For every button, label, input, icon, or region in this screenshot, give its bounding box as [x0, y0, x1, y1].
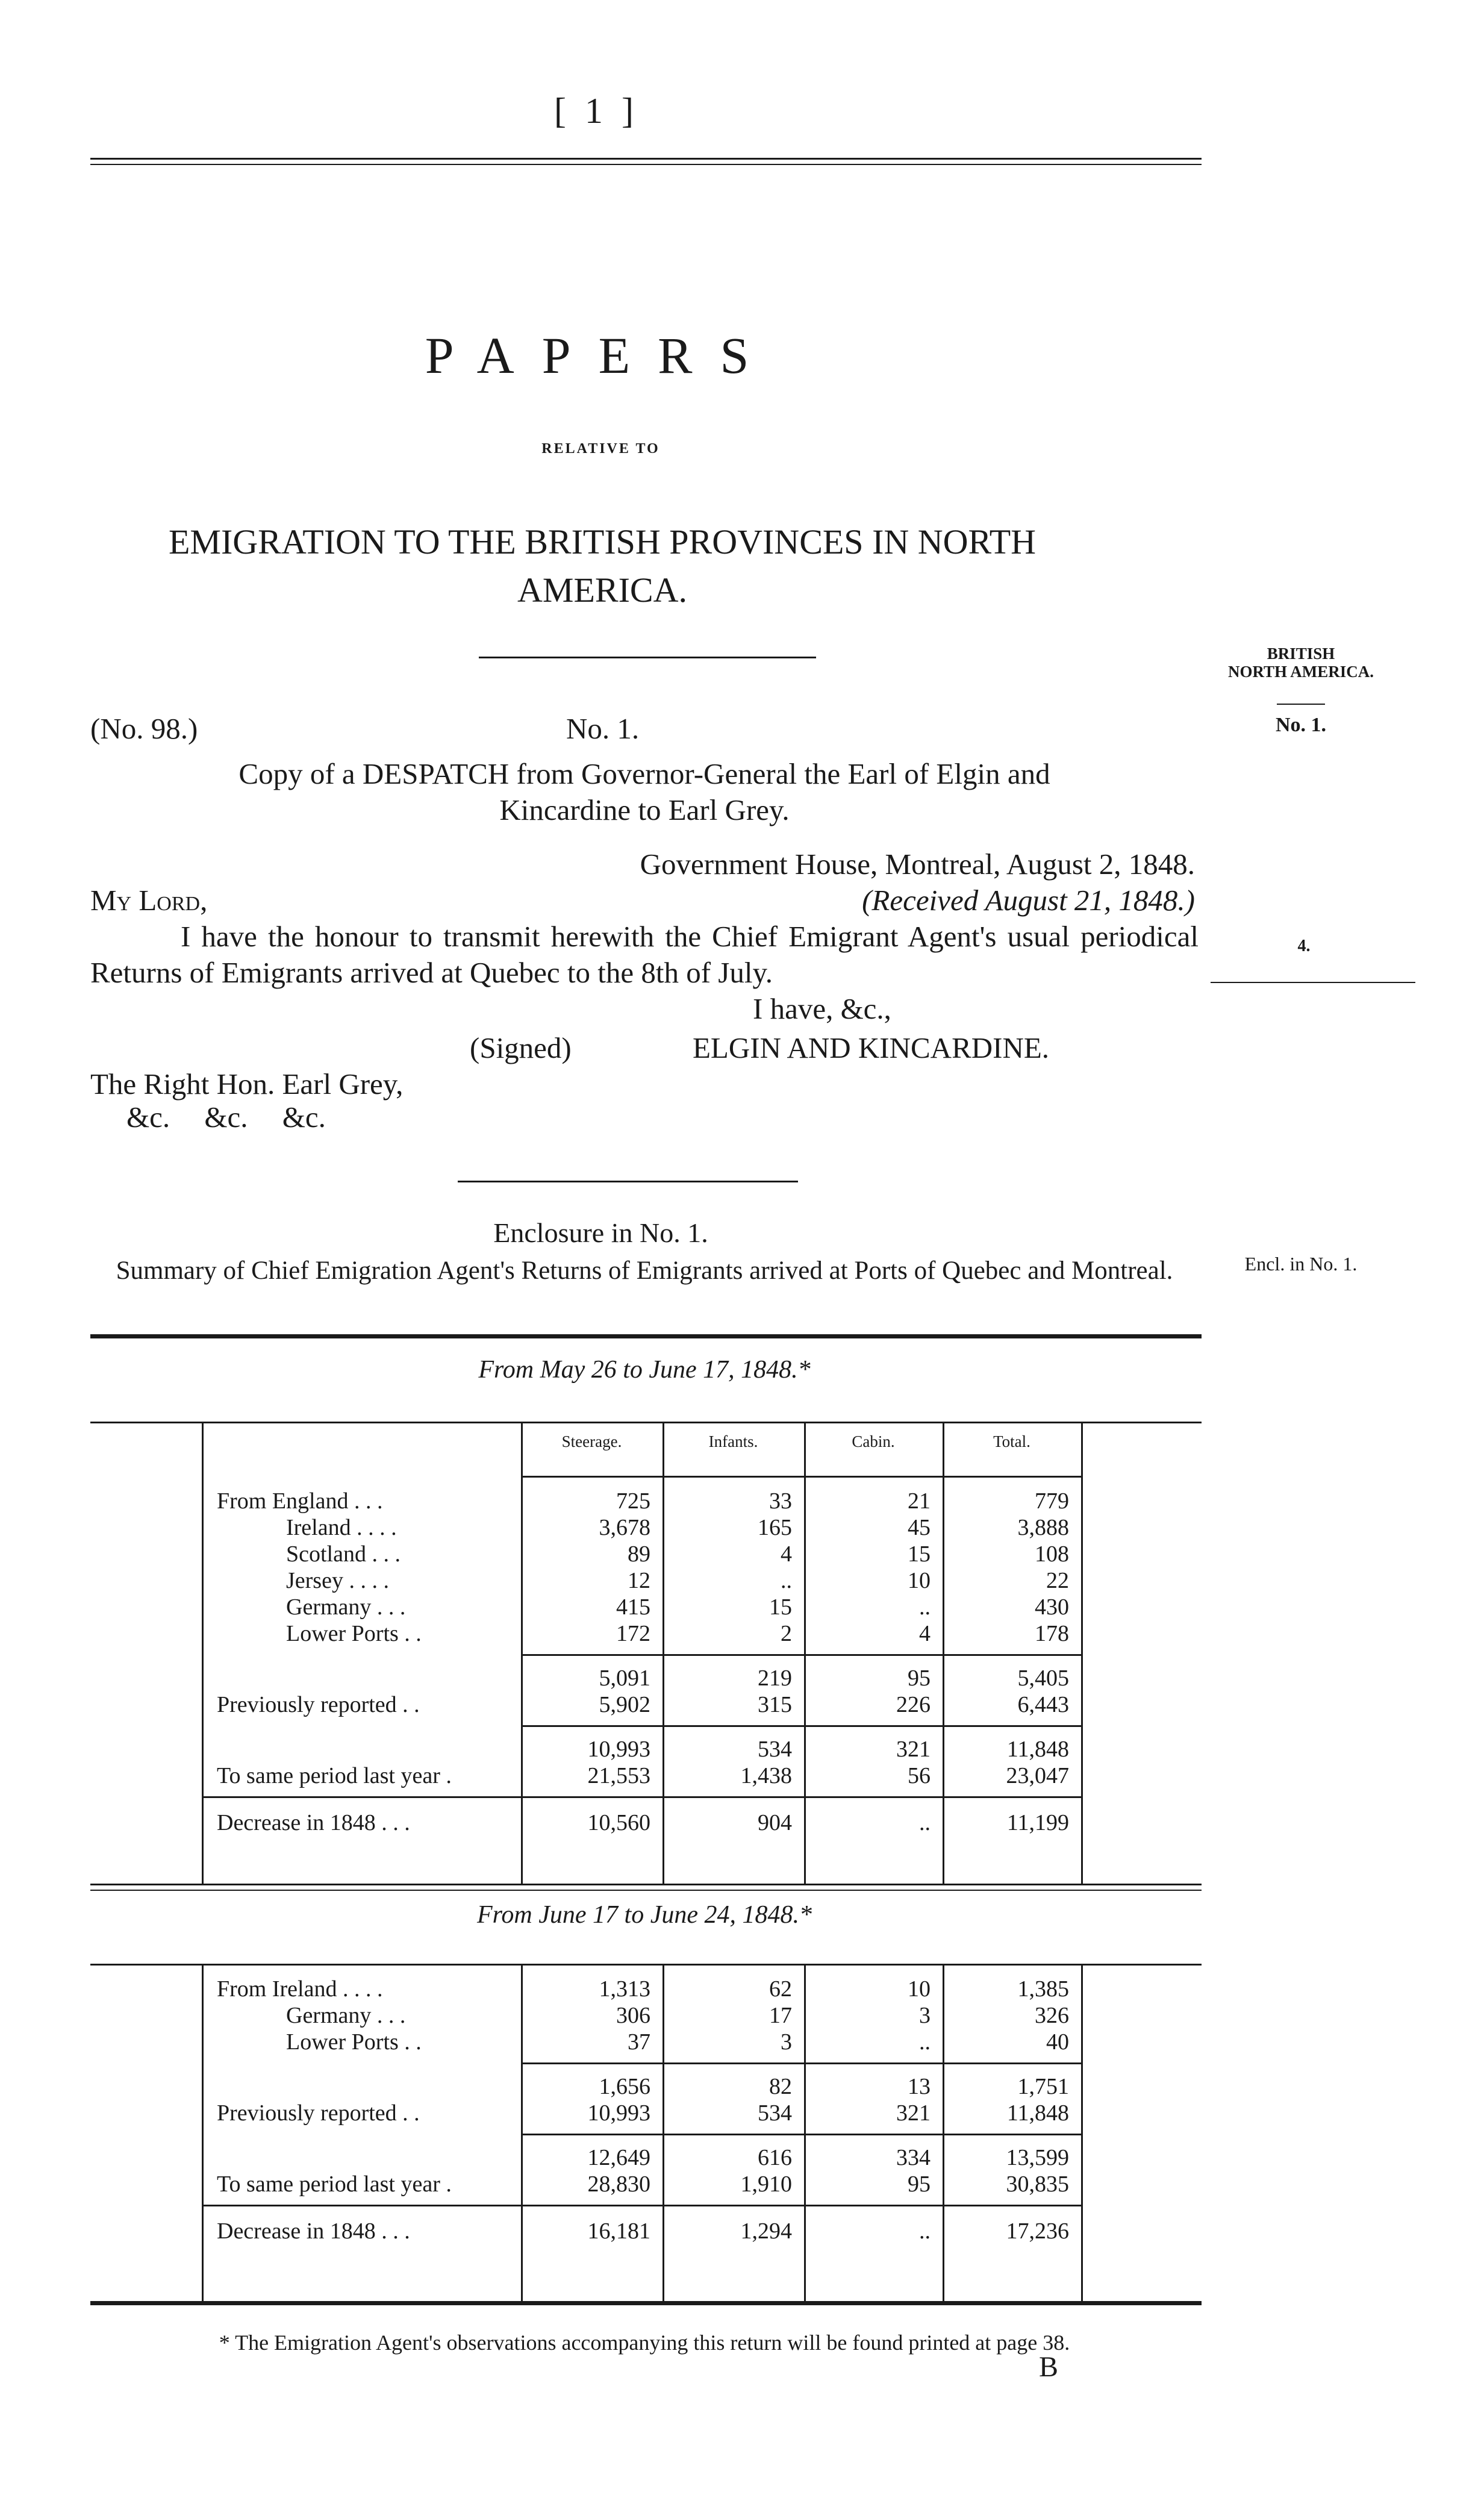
table2-bottom-rule [90, 2301, 1202, 2305]
table2-cell: 82 [769, 2074, 792, 2099]
despatch-closing: I have, &c., [753, 992, 891, 1025]
table1-cell: 22 [1046, 1568, 1069, 1593]
table2-row-label: Lower Ports . . [286, 2029, 422, 2055]
despatch-heading-line-2: Kincardine to Earl Grey. [499, 793, 790, 826]
table1-cell: 21 [908, 1488, 931, 1514]
table2-cell: 13,599 [1006, 2145, 1069, 2170]
table2-cell: 321 [896, 2100, 931, 2126]
table2-cell: 3 [781, 2029, 792, 2055]
despatch-no: No. 1. [566, 712, 640, 745]
table1-col-rule [1081, 1423, 1083, 1885]
margin-reference-rule [1211, 982, 1415, 983]
table1-cell: 56 [908, 1763, 931, 1788]
table1-cell: 11,848 [1006, 1737, 1069, 1762]
table1-cell: .. [781, 1568, 792, 1593]
table1-cell: 11,199 [1006, 1810, 1069, 1835]
title-relative-to: RELATIVE TO [541, 441, 660, 457]
table2-cell: 1,313 [599, 1976, 650, 2002]
despatch-signature: ELGIN AND KINCARDINE. [693, 1031, 1050, 1064]
table2-cell: 334 [896, 2145, 931, 2170]
table1-cell: .. [919, 1810, 931, 1835]
table2-col-rule [1081, 1966, 1083, 2303]
table2-col-rule [202, 1966, 204, 2303]
table2-cell: 28,830 [587, 2172, 650, 2197]
table1-period: From May 26 to June 17, 1848.* [478, 1356, 811, 1384]
table1-cell: 15 [769, 1594, 792, 1620]
table1-row-label: Ireland . . . . [286, 1515, 397, 1540]
despatch-number: (No. 98.) [90, 712, 198, 745]
table1-top-rule [90, 1422, 1202, 1423]
table2-row-label: To same period last year . [217, 2172, 452, 2197]
table1-cell: 165 [758, 1515, 792, 1540]
table2-cell: 306 [616, 2003, 650, 2028]
table1-cell: 6,443 [1017, 1692, 1069, 1717]
table2-cell: 17 [769, 2003, 792, 2028]
table1-cell: 779 [1035, 1488, 1069, 1514]
table2-cell: 16,181 [587, 2219, 650, 2244]
table2-cell: 326 [1035, 2003, 1069, 2028]
table1-cell: 108 [1035, 1541, 1069, 1567]
table2-cell: 1,656 [599, 2074, 650, 2099]
table1-bottom-rule [90, 1884, 1202, 1885]
table2-cell: .. [919, 2029, 931, 2055]
table1-col-header: Steerage. [561, 1432, 622, 1450]
signature-mark: B [1039, 2351, 1059, 2383]
table1-cell: 321 [896, 1737, 931, 1762]
table1-cell: 904 [758, 1810, 792, 1835]
table1-cell: 5,902 [599, 1692, 650, 1717]
table1-cell: 15 [908, 1541, 931, 1567]
enclosure-summary: Summary of Chief Emigration Agent's Returns of Emigrants arrived at Ports of Quebec and Montreal. [116, 1257, 1173, 1285]
table1-cell: 219 [758, 1666, 792, 1691]
subtitle-line-2: AMERICA. [517, 570, 687, 610]
table1-bottom-rule-2 [90, 1890, 1202, 1891]
despatch-signed: (Signed) [470, 1031, 572, 1064]
table2-cell: 40 [1046, 2029, 1069, 2055]
table1-col-rule [202, 1423, 204, 1885]
table1-row-label: Lower Ports . . [286, 1621, 422, 1646]
despatch-place-date: Government House, Montreal, August 2, 1848. [640, 848, 1195, 881]
table1-cell: .. [919, 1594, 931, 1620]
table1-cell: 315 [758, 1692, 792, 1717]
table1-cell: 226 [896, 1692, 931, 1717]
table2-cell: 10 [908, 1976, 931, 2002]
despatch-heading [96, 756, 1192, 828]
table1-cell: 430 [1035, 1594, 1069, 1620]
table2-cell: 12,649 [587, 2145, 650, 2170]
despatch-heading-line-1: Copy of a DESPATCH from Governor-General the Earl of Elgin and [238, 757, 1050, 790]
table2-cell: 534 [758, 2100, 792, 2126]
table2-cell: 3 [919, 2003, 931, 2028]
table2-cell: 13 [908, 2074, 931, 2099]
table1-decrease-rule [202, 1796, 1081, 1798]
despatch-body: I have the honour to transmit herewith the Chief Emigrant Agent's usual periodical Returns of Emigrants arrived at Quebec to the 8th of July. [90, 920, 1199, 989]
document-title: PAPERS [425, 326, 777, 384]
table1-row-label: Decrease in 1848 . . . [217, 1810, 410, 1835]
table1-cell: 10,993 [587, 1737, 650, 1762]
table1-cell: 172 [616, 1621, 650, 1646]
table1-cell: 3,888 [1017, 1515, 1069, 1540]
table1-total-rule [521, 1725, 1081, 1727]
table2-cell: 1,751 [1017, 2074, 1069, 2099]
table1-cell: 534 [758, 1737, 792, 1762]
table1-cell: 12 [628, 1568, 650, 1593]
margin-region-line-1: BRITISH [1267, 645, 1335, 663]
table1-cell: 5,091 [599, 1666, 650, 1691]
table1-row-label: Scotland . . . [286, 1541, 401, 1567]
despatch-received: (Received August 21, 1848.) [862, 884, 1195, 917]
footnote: * The Emigration Agent's observations accompanying this return will be found printed at page 38. [219, 2331, 1070, 2355]
enclosure-title: Enclosure in No. 1. [493, 1217, 708, 1248]
table1-col-header: Infants. [708, 1432, 758, 1450]
table2-cell: 37 [628, 2029, 650, 2055]
table1-cell: 10,560 [587, 1810, 650, 1835]
table2-period: From June 17 to June 24, 1848.* [476, 1901, 812, 1929]
table1-cell: 10 [908, 1568, 931, 1593]
table2-cell: .. [919, 2219, 931, 2244]
table1-cell: 23,047 [1006, 1763, 1069, 1788]
table1-cell: 89 [628, 1541, 650, 1567]
despatch-divider [458, 1181, 798, 1182]
table2-cell: 11,848 [1006, 2100, 1069, 2126]
table1-cell: 95 [908, 1666, 931, 1691]
table1-cell: 178 [1035, 1621, 1069, 1646]
title-divider [479, 657, 816, 658]
table1-header-rule [521, 1476, 1081, 1478]
despatch-addressee: The Right Hon. Earl Grey, [90, 1067, 404, 1101]
table1-cell: 725 [616, 1488, 650, 1514]
top-rule [90, 158, 1202, 160]
table2-cell: 1,910 [740, 2172, 792, 2197]
table1-cell: 415 [616, 1594, 650, 1620]
table2-cell: 1,385 [1017, 1976, 1069, 2002]
table2-row-label: Decrease in 1848 . . . [217, 2219, 410, 2244]
table2-cell: 95 [908, 2172, 931, 2197]
margin-region-line-2: NORTH AMERICA. [1227, 663, 1374, 681]
table1-row-label: To same period last year . [217, 1763, 452, 1788]
margin-rule [1277, 704, 1325, 705]
table1-cell: 1,438 [740, 1763, 792, 1788]
table2-subtotal-rule [521, 2062, 1081, 2064]
table2-cell: 17,236 [1006, 2219, 1069, 2244]
margin-enclosure-note: Encl. in No. 1. [1244, 1253, 1358, 1275]
table2-cell: 616 [758, 2145, 792, 2170]
subtitle-line-1: EMIGRATION TO THE BRITISH PROVINCES IN NORTH [168, 522, 1037, 561]
table1-cell: 21,553 [587, 1763, 650, 1788]
table2-row-label: Previously reported . . [217, 2100, 420, 2126]
table2-decrease-rule [202, 2205, 1081, 2206]
table1-cell: 3,678 [599, 1515, 650, 1540]
table2-total-rule [521, 2134, 1081, 2135]
summary-thick-rule [90, 1334, 1202, 1338]
table1-cell: 45 [908, 1515, 931, 1540]
table2-cell: 62 [769, 1976, 792, 2002]
page-number: [ 1 ] [554, 91, 638, 131]
table2-cell: 1,294 [740, 2219, 792, 2244]
despatch-etc: &c. &c. &c. [126, 1101, 326, 1134]
table1-cell: 4 [919, 1621, 931, 1646]
table1-cell: 2 [781, 1621, 792, 1646]
table2-row-label: From Ireland . . . . [217, 1976, 383, 2002]
table1-row-label: From England . . . [217, 1488, 383, 1514]
table1-cell: 5,405 [1017, 1666, 1069, 1691]
document-subtitle [90, 518, 1114, 614]
table1-col-header: Total. [993, 1432, 1030, 1450]
table1-row-label: Jersey . . . . [286, 1568, 389, 1593]
table2-row-label: Germany . . . [286, 2003, 406, 2028]
table2-top-rule [90, 1964, 1202, 1966]
margin-reference-4: 4. [1297, 937, 1311, 955]
margin-region-note [1211, 645, 1391, 681]
table2-cell: 30,835 [1006, 2172, 1069, 2197]
table1-row-label: Germany . . . [286, 1594, 406, 1620]
despatch-salutation: My Lord, [90, 884, 208, 917]
table1-cell: 33 [769, 1488, 792, 1514]
table1-cell: 4 [781, 1541, 792, 1567]
table1-subtotal-rule [521, 1654, 1081, 1656]
margin-despatch-number: No. 1. [1275, 714, 1327, 736]
table2-cell: 10,993 [587, 2100, 650, 2126]
table1-col-header: Cabin. [852, 1432, 895, 1450]
top-rule-secondary [90, 164, 1202, 165]
table1-row-label: Previously reported . . [217, 1692, 420, 1717]
